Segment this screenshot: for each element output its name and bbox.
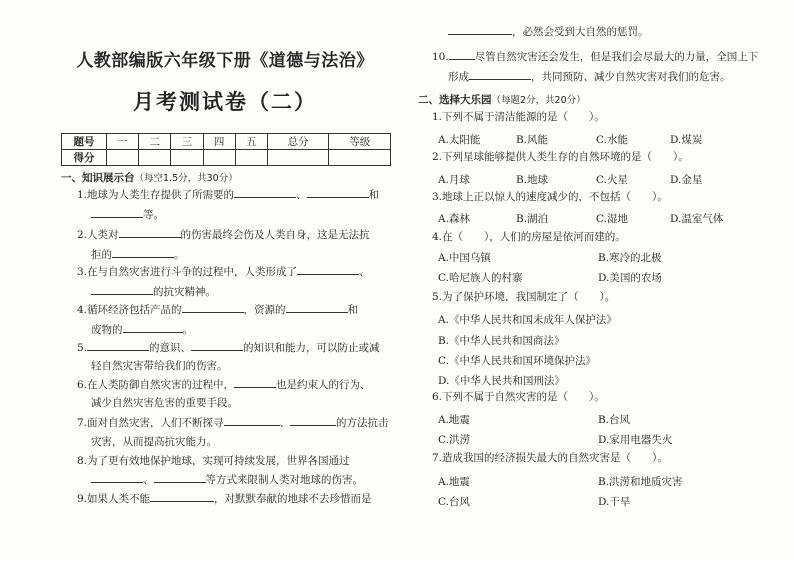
answer-blank[interactable] <box>224 413 280 426</box>
mc-option[interactable]: B.湖泊 <box>516 213 549 225</box>
score-input-cell[interactable] <box>203 150 235 166</box>
mc-option[interactable]: B.台风 <box>598 414 631 426</box>
score-table-header-row <box>62 134 391 150</box>
score-table <box>61 133 391 166</box>
mc-option[interactable]: A.中国乌镇 <box>438 252 491 264</box>
answer-blank[interactable] <box>112 245 174 258</box>
score-input-cell[interactable] <box>171 150 203 166</box>
score-cell: 得分 <box>62 150 107 166</box>
mc-option[interactable]: B.风能 <box>516 134 549 146</box>
mc-question-1: 1.下列不属于清洁能源的是（ ）。 <box>432 111 605 123</box>
question-9: 9.如果人类不能 ，对默默奉献的地球不去珍惜而是 <box>77 489 372 509</box>
answer-blank[interactable] <box>234 375 276 388</box>
answer-blank[interactable] <box>307 185 369 198</box>
answer-blank[interactable] <box>449 47 475 60</box>
section1-title: 一、知识展示台（每空1.5分，共30分） <box>61 172 238 184</box>
answer-blank[interactable] <box>286 300 348 313</box>
mc-options-7a <box>438 474 683 489</box>
question-7-cont: 灾害，从而提高抗灾能力。 <box>91 436 217 448</box>
answer-blank[interactable] <box>150 489 214 502</box>
score-input-cell[interactable] <box>235 150 267 166</box>
mc-options-2 <box>438 172 702 187</box>
mc-option[interactable]: C.哈尼族人的村寨 <box>438 272 523 284</box>
question-3: 3.在与自然灾害进行斗争的过程中，人类形成了 、 <box>77 262 370 282</box>
score-cell: 三 <box>171 134 203 150</box>
answer-blank[interactable] <box>91 470 143 483</box>
score-cell: 四 <box>203 134 235 150</box>
mc-option[interactable]: C.《中华人民共和国环境保护法》 <box>438 355 596 367</box>
question-5: 5. 的意识、 的知识和能力，可以防止或减 <box>77 338 380 358</box>
question-6-cont: 减少自然灾害危害的重要手段。 <box>91 397 238 409</box>
score-cell: 等级 <box>329 134 391 150</box>
question-7: 7.面对自然灾害，人们不断探寻 、 的方法抗击 <box>77 413 389 433</box>
question-1-cont: 等。 <box>91 205 164 225</box>
question-10-cont: 形成 ，共同预防、减少自然灾害对我们的危害。 <box>448 67 731 87</box>
mc-option[interactable]: C.水能 <box>596 134 628 146</box>
mc-options-4a <box>438 250 662 265</box>
question-9-cont: ，必然会受到大自然的惩罚。 <box>448 22 649 42</box>
answer-blank[interactable] <box>123 320 183 333</box>
question-5-cont: 轻自然灾害带给我们的伤害。 <box>91 360 228 372</box>
question-6: 6.在人类防御自然灾害的过程中， 也是约束人的行为、 <box>77 375 371 395</box>
score-cell: 二 <box>139 134 171 150</box>
mc-option[interactable]: C.台风 <box>438 496 470 508</box>
mc-option[interactable]: C.火星 <box>596 174 628 186</box>
left-column <box>55 0 395 561</box>
question-4-cont: 废物的 。 <box>91 320 193 340</box>
question-4: 4.循环经济包括产品的 ，资源的 和 <box>77 300 358 320</box>
question-8: 8.为了更有效地保护地球，实现可持续发展，世界各国通过 <box>77 455 350 467</box>
answer-blank[interactable] <box>191 338 243 351</box>
answer-blank[interactable] <box>182 300 244 313</box>
mc-question-4: 4.在（ ），人们的房屋是依河而建的。 <box>432 231 626 243</box>
mc-option[interactable]: C.湿地 <box>596 213 628 225</box>
answer-blank[interactable] <box>234 185 296 198</box>
question-10: 10. 尽管自然灾害还会发生，但是我们会尽最大的力量，全国上下 <box>432 47 758 67</box>
mc-options-7b <box>438 494 630 509</box>
section2-title: 二、选择大乐园（每题2分，共20分） <box>418 94 586 106</box>
answer-blank[interactable] <box>469 67 531 80</box>
mc-question-2: 2.下列星球能够提供人类生存的自然环境的是（ ）。 <box>432 151 689 163</box>
mc-option[interactable]: A.地震 <box>438 414 470 426</box>
mc-option[interactable]: D.煤炭 <box>670 134 703 146</box>
score-cell: 一 <box>107 134 139 150</box>
mc-option[interactable]: B.寒冷的北极 <box>598 252 662 264</box>
mc-option[interactable]: B.地球 <box>516 174 549 186</box>
answer-blank[interactable] <box>154 470 206 483</box>
mc-option[interactable]: B.《中华人民共和国商法》 <box>438 335 565 347</box>
question-1: 1.地球为人类生存提供了所需要的 、 和 <box>77 185 379 205</box>
mc-option[interactable]: A.地震 <box>438 476 470 488</box>
answer-blank[interactable] <box>290 413 336 426</box>
mc-options-1 <box>438 132 702 147</box>
mc-question-3: 3.地球上正以惊人的速度减少的，不包括（ ）。 <box>432 191 668 203</box>
mc-options-4b <box>438 270 662 285</box>
mc-option[interactable]: A.《中华人民共和国未成年人保护法》 <box>438 314 617 326</box>
mc-question-6: 6.下列不属于自然灾害的是（ ）。 <box>432 391 605 403</box>
score-cell: 五 <box>235 134 267 150</box>
score-input-cell[interactable] <box>329 150 391 166</box>
answer-blank[interactable] <box>87 338 149 351</box>
exam-subtitle: 月考测试卷（二） <box>133 90 317 114</box>
mc-options-6b <box>438 432 672 447</box>
mc-option[interactable]: A.月球 <box>438 174 470 186</box>
answer-blank[interactable] <box>119 225 181 238</box>
score-input-cell[interactable] <box>139 150 171 166</box>
score-cell: 总分 <box>267 134 329 150</box>
score-input-cell[interactable] <box>267 150 329 166</box>
mc-option[interactable]: A.太阳能 <box>438 134 481 146</box>
mc-option[interactable]: A.森林 <box>438 213 470 225</box>
mc-option[interactable]: D.金星 <box>670 174 703 186</box>
score-input-cell[interactable] <box>107 150 139 166</box>
question-3-cont: 的抗灾精神。 <box>91 282 216 302</box>
mc-option[interactable]: D.干旱 <box>598 496 631 508</box>
mc-option[interactable]: D.《中华人民共和国刑法》 <box>438 375 565 387</box>
mc-question-5: 5.为了保护环境，我国制定了（ ）。 <box>432 291 616 303</box>
answer-blank[interactable] <box>297 262 359 275</box>
mc-option[interactable]: D.美国的农场 <box>598 272 662 284</box>
mc-option[interactable]: B.洪涝和地质灾害 <box>598 476 683 488</box>
mc-option[interactable]: C.洪涝 <box>438 434 470 446</box>
answer-blank[interactable] <box>91 282 153 295</box>
mc-option[interactable]: D.家用电器失火 <box>598 434 673 446</box>
exam-title: 人教部编版六年级下册《道德与法治》 <box>76 51 374 71</box>
score-table-score-row <box>62 150 391 166</box>
score-cell: 题号 <box>62 134 107 150</box>
question-2: 2.人类对 的伤害最终会伤及人类自身，这是无法抗 <box>77 225 370 245</box>
mc-question-7: 7.造成我国的经济损失最大的自然灾害是（ ）。 <box>432 452 668 464</box>
mc-option[interactable]: D.温室气体 <box>670 213 724 225</box>
right-column <box>412 0 787 561</box>
question-8-cont: 、 等方式来限制人类对地球的伤害。 <box>91 470 363 490</box>
mc-options-6a <box>438 412 630 427</box>
mc-options-3 <box>438 211 723 226</box>
answer-blank[interactable] <box>448 22 512 35</box>
question-2-cont: 拒的 。 <box>91 245 185 265</box>
answer-blank[interactable] <box>91 205 143 218</box>
